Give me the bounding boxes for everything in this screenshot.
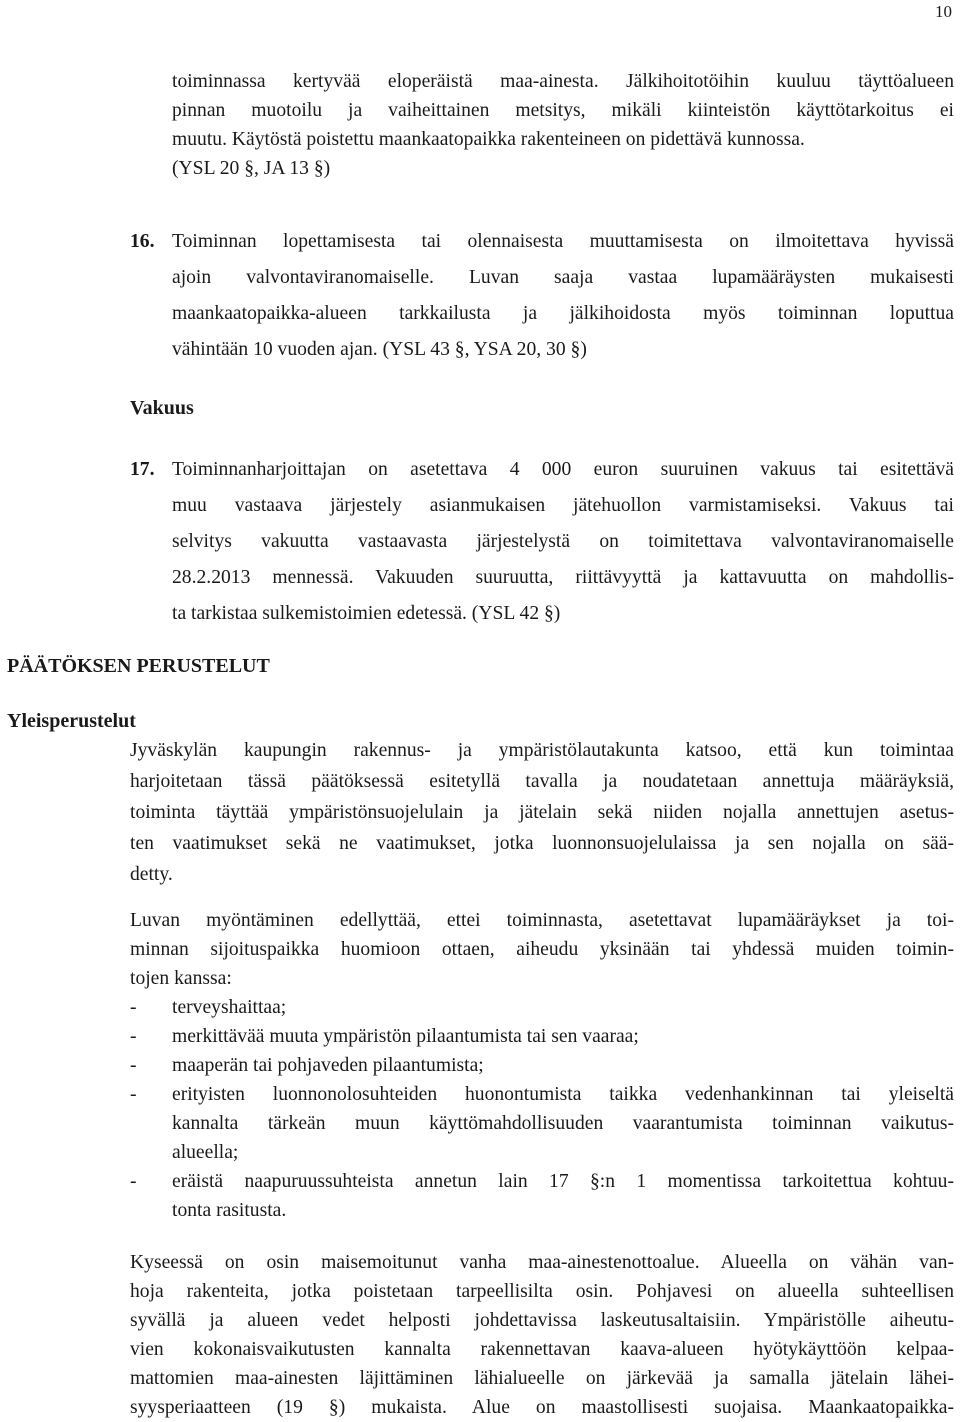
text-line: Toiminnan lopettamisesta tai olennaisesta muuttamisesta on ilmoitettava hyvissä	[172, 231, 954, 252]
text-line: 28.2.2013 mennessä. Vakuuden suuruutta, riittävyyttä ja kattavuutta on mahdollis-	[172, 567, 954, 588]
text-line: ten vaatimukset sekä ne vaatimukset, jotka luonnonsuojelulaissa ja sen nojalla on sää-	[130, 833, 954, 854]
text-line: ta tarkistaa sulkemistoimien edetessä. (YSL 42 §)	[172, 603, 561, 624]
text-line: erityisten luonnonolosuhteiden huonontumista taikka vedenhankinnan tai yleiseltä	[172, 1084, 954, 1105]
text-line: syvällä ja alueen vedet helposti johdettavissa laskeutusaltaisiin. Ympäristölle aiheutu-	[130, 1310, 954, 1331]
text-line: Toiminnanharjoittajan on asetettava 4 000 euron suuruinen vakuus tai esitettävä	[172, 459, 954, 480]
text-line: maaperän tai pohjaveden pilaantumista;	[172, 1055, 484, 1076]
text-line: minnan sijoituspaikka huomioon ottaen, aiheudu yksinään tai yhdessä muiden toimin-	[130, 939, 954, 960]
text-line: vien kokonaisvaikutusten kannalta rakennettavan kaava-alueen hyötykäyttöön kelpaa-	[130, 1339, 954, 1360]
text-line: kannalta tärkeän muun käyttömahdollisuuden vaarantumista toiminnan vaikutus-	[172, 1113, 954, 1134]
text-line: vähintään 10 vuoden ajan. (YSL 43 §, YSA 20, 30 §)	[172, 339, 587, 360]
text-line: terveyshaittaa;	[172, 997, 287, 1018]
item-number: 17.	[130, 459, 155, 480]
text-line: toiminnassa kertyvää eloperäistä maa-ainesta. Jälkihoitotöihin kuuluu täyttöalueen	[172, 71, 954, 92]
text-line: tonta rasitusta.	[172, 1200, 287, 1221]
list-dash: -	[130, 1055, 137, 1076]
text-line: tojen kanssa:	[130, 968, 232, 989]
text-line: (YSL 20 §, JA 13 §)	[172, 158, 331, 179]
text-line: selvitys vakuutta vastaavasta järjestelystä on toimitettava valvontaviranomaiselle	[172, 531, 954, 552]
text-line: muu vastaava järjestely asianmukaisen jätehuollon varmistamiseksi. Vakuus tai	[172, 495, 954, 516]
text-line: ajoin valvontaviranomaiselle. Luvan saaja vastaa lupamääräysten mukaisesti	[172, 267, 954, 288]
text-line: syysperiaatteen (19 §) mukaista. Alue on maastollisesti suojaisa. Maankaatopaikka-	[130, 1397, 954, 1418]
text-line: maankaatopaikka-alueen tarkkailusta ja jälkihoidosta myös toiminnan loputtua	[172, 303, 954, 324]
list-dash: -	[130, 1026, 137, 1047]
text-line: Luvan myöntäminen edellyttää, ettei toiminnasta, asetettavat lupamääräykset ja toi-	[130, 910, 954, 931]
text-line: muutu. Käytöstä poistettu maankaatopaikka rakenteineen on pidettävä kunnossa.	[172, 129, 805, 150]
item-number: 16.	[130, 231, 155, 252]
text-line: toiminta täyttää ympäristönsuojelulain ja jätelain sekä niiden nojalla annettujen asetus-	[130, 802, 954, 823]
text-line: mattomien maa-ainesten läjittäminen lähialueelle on järkevää ja samalla jätelain lähei-	[130, 1368, 954, 1389]
list-dash: -	[130, 1084, 137, 1105]
section-heading: PÄÄTÖKSEN PERUSTELUT	[7, 655, 270, 677]
subsection-heading: Yleisperustelut	[7, 710, 136, 732]
page-number: 10	[935, 2, 952, 21]
list-dash: -	[130, 1171, 137, 1192]
vakuus-heading: Vakuus	[130, 397, 194, 419]
text-line: merkittävää muuta ympäristön pilaantumista tai sen vaaraa;	[172, 1026, 639, 1047]
text-line: hoja rakenteita, jotka poistetaan tarpeellisilta osin. Pohjavesi on alueella suhteellisen	[130, 1281, 954, 1302]
text-line: pinnan muotoilu ja vaiheittainen metsitys, mikäli kiinteistön käyttötarkoitus ei	[172, 100, 954, 121]
text-line: harjoitetaan tässä päätöksessä esitetyllä tavalla ja noudatetaan annettuja määräyksiä,	[130, 771, 954, 792]
text-line: eräistä naapuruussuhteista annetun lain 17 §:n 1 momentissa tarkoitettua kohtuu-	[172, 1171, 954, 1192]
text-line: Jyväskylän kaupungin rakennus- ja ympäristölautakunta katsoo, että kun toimintaa	[130, 740, 954, 761]
text-line: alueella;	[172, 1142, 239, 1163]
list-dash: -	[130, 997, 137, 1018]
text-line: Kyseessä on osin maisemoitunut vanha maa-ainestenottoalue. Alueella on vähän van-	[130, 1252, 954, 1273]
text-line: detty.	[130, 864, 173, 885]
